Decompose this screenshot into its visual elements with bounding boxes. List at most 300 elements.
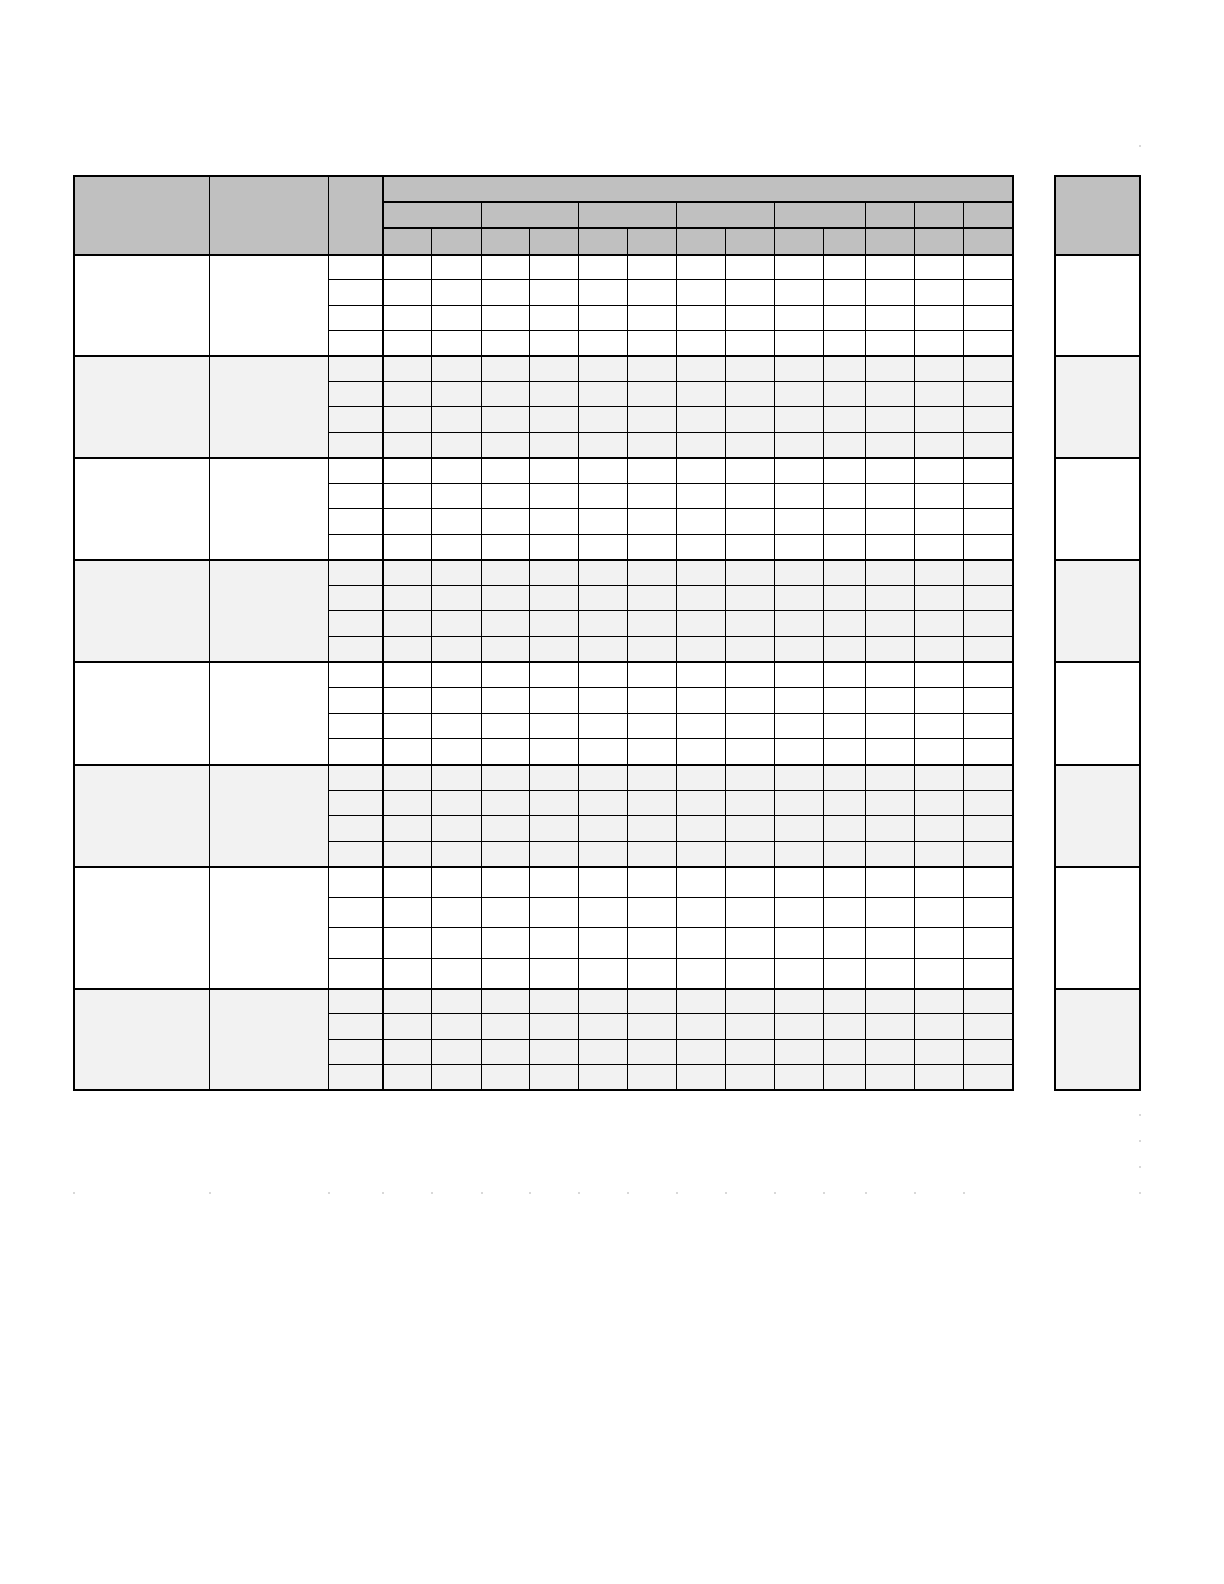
grid-cell[interactable] — [382, 927, 431, 958]
grid-cell[interactable] — [725, 1039, 774, 1064]
grid-cell[interactable] — [823, 534, 865, 559]
grid-cell[interactable] — [627, 254, 676, 279]
grid-cell[interactable] — [529, 559, 578, 585]
grid-cell[interactable] — [578, 406, 627, 432]
grid-cell[interactable] — [578, 764, 627, 790]
grid-cell[interactable] — [627, 534, 676, 559]
grid-cell[interactable] — [774, 534, 823, 559]
grid-cell[interactable] — [382, 534, 431, 559]
grid-cell[interactable] — [823, 790, 865, 815]
grid-cell[interactable] — [328, 815, 382, 841]
grid-cell[interactable] — [914, 764, 963, 790]
grid-cell[interactable] — [865, 738, 914, 764]
grid-cell[interactable] — [725, 927, 774, 958]
grid-cell[interactable] — [529, 355, 578, 381]
grid-cell[interactable] — [676, 610, 725, 636]
grid-cell[interactable] — [676, 897, 725, 927]
grid-cell[interactable] — [578, 457, 627, 483]
grid-cell[interactable] — [865, 841, 914, 866]
grid-cell[interactable] — [529, 815, 578, 841]
grid-cell[interactable] — [431, 432, 481, 457]
grid-cell[interactable] — [963, 841, 1012, 866]
grid-cell[interactable] — [963, 585, 1012, 610]
block-label-b[interactable] — [209, 764, 328, 866]
grid-cell[interactable] — [627, 330, 676, 355]
grid-cell[interactable] — [627, 636, 676, 661]
grid-cell[interactable] — [676, 738, 725, 764]
grid-cell[interactable] — [914, 381, 963, 406]
grid-cell[interactable] — [963, 483, 1012, 508]
grid-cell[interactable] — [774, 585, 823, 610]
grid-cell[interactable] — [823, 254, 865, 279]
grid-cell[interactable] — [774, 713, 823, 738]
grid-cell[interactable] — [382, 432, 431, 457]
grid-cell[interactable] — [578, 815, 627, 841]
grid-cell[interactable] — [865, 432, 914, 457]
grid-cell[interactable] — [578, 927, 627, 958]
grid-cell[interactable] — [328, 381, 382, 406]
grid-cell[interactable] — [676, 713, 725, 738]
grid-cell[interactable] — [627, 585, 676, 610]
grid-cell[interactable] — [578, 841, 627, 866]
grid-cell[interactable] — [865, 636, 914, 661]
grid-cell[interactable] — [578, 483, 627, 508]
grid-cell[interactable] — [725, 661, 774, 687]
grid-cell[interactable] — [627, 1013, 676, 1039]
grid-cell[interactable] — [431, 897, 481, 927]
grid-cell[interactable] — [328, 330, 382, 355]
grid-cell[interactable] — [328, 1039, 382, 1064]
grid-cell[interactable] — [578, 254, 627, 279]
grid-cell[interactable] — [774, 1039, 823, 1064]
grid-cell[interactable] — [865, 508, 914, 534]
grid-cell[interactable] — [914, 790, 963, 815]
grid-cell[interactable] — [774, 483, 823, 508]
grid-cell[interactable] — [529, 406, 578, 432]
grid-cell[interactable] — [676, 355, 725, 381]
grid-cell[interactable] — [914, 508, 963, 534]
grid-cell[interactable] — [774, 610, 823, 636]
grid-cell[interactable] — [914, 897, 963, 927]
grid-cell[interactable] — [774, 897, 823, 927]
grid-cell[interactable] — [431, 406, 481, 432]
grid-cell[interactable] — [627, 738, 676, 764]
grid-cell[interactable] — [529, 330, 578, 355]
grid-cell[interactable] — [914, 254, 963, 279]
grid-cell[interactable] — [914, 841, 963, 866]
grid-cell[interactable] — [865, 866, 914, 897]
grid-cell[interactable] — [431, 866, 481, 897]
grid-cell[interactable] — [865, 610, 914, 636]
grid-cell[interactable] — [627, 305, 676, 330]
grid-cell[interactable] — [382, 279, 431, 305]
grid-cell[interactable] — [823, 279, 865, 305]
grid-cell[interactable] — [725, 610, 774, 636]
grid-cell[interactable] — [865, 457, 914, 483]
grid-cell[interactable] — [774, 636, 823, 661]
grid-cell[interactable] — [823, 738, 865, 764]
grid-cell[interactable] — [774, 866, 823, 897]
grid-cell[interactable] — [676, 687, 725, 713]
grid-cell[interactable] — [627, 687, 676, 713]
grid-cell[interactable] — [481, 457, 529, 483]
grid-cell[interactable] — [627, 764, 676, 790]
grid-cell[interactable] — [774, 687, 823, 713]
grid-cell[interactable] — [774, 790, 823, 815]
grid-cell[interactable] — [382, 897, 431, 927]
grid-cell[interactable] — [725, 406, 774, 432]
grid-cell[interactable] — [431, 1013, 481, 1039]
grid-cell[interactable] — [382, 1064, 431, 1089]
grid-cell[interactable] — [627, 815, 676, 841]
grid-cell[interactable] — [963, 432, 1012, 457]
grid-cell[interactable] — [627, 790, 676, 815]
grid-cell[interactable] — [823, 687, 865, 713]
grid-cell[interactable] — [328, 764, 382, 790]
grid-cell[interactable] — [578, 305, 627, 330]
grid-cell[interactable] — [914, 432, 963, 457]
grid-cell[interactable] — [676, 866, 725, 897]
grid-cell[interactable] — [328, 534, 382, 559]
grid-cell[interactable] — [676, 534, 725, 559]
grid-cell[interactable] — [865, 764, 914, 790]
grid-cell[interactable] — [328, 1013, 382, 1039]
grid-cell[interactable] — [676, 457, 725, 483]
grid-cell[interactable] — [865, 330, 914, 355]
grid-cell[interactable] — [481, 1039, 529, 1064]
grid-cell[interactable] — [529, 764, 578, 790]
grid-cell[interactable] — [676, 585, 725, 610]
grid-cell[interactable] — [676, 764, 725, 790]
grid-cell[interactable] — [382, 636, 431, 661]
grid-cell[interactable] — [963, 738, 1012, 764]
grid-cell[interactable] — [382, 330, 431, 355]
grid-cell[interactable] — [431, 988, 481, 1013]
grid-cell[interactable] — [578, 636, 627, 661]
grid-cell[interactable] — [963, 406, 1012, 432]
grid-cell[interactable] — [431, 815, 481, 841]
block-label-b[interactable] — [209, 866, 328, 988]
grid-cell[interactable] — [529, 432, 578, 457]
grid-cell[interactable] — [725, 687, 774, 713]
side-total-cell[interactable] — [1054, 355, 1139, 457]
grid-cell[interactable] — [823, 559, 865, 585]
grid-cell[interactable] — [823, 636, 865, 661]
grid-cell[interactable] — [328, 738, 382, 764]
grid-cell[interactable] — [328, 406, 382, 432]
grid-cell[interactable] — [627, 1064, 676, 1089]
grid-cell[interactable] — [431, 661, 481, 687]
grid-cell[interactable] — [328, 988, 382, 1013]
grid-cell[interactable] — [823, 866, 865, 897]
grid-cell[interactable] — [481, 534, 529, 559]
block-label-b[interactable] — [209, 457, 328, 559]
grid-cell[interactable] — [725, 305, 774, 330]
block-label-a[interactable] — [73, 661, 209, 764]
grid-cell[interactable] — [382, 866, 431, 897]
grid-cell[interactable] — [481, 381, 529, 406]
grid-cell[interactable] — [774, 355, 823, 381]
grid-cell[interactable] — [676, 927, 725, 958]
grid-cell[interactable] — [963, 713, 1012, 738]
grid-cell[interactable] — [963, 636, 1012, 661]
grid-cell[interactable] — [431, 790, 481, 815]
grid-cell[interactable] — [963, 1013, 1012, 1039]
grid-cell[interactable] — [725, 790, 774, 815]
grid-cell[interactable] — [774, 1064, 823, 1089]
grid-cell[interactable] — [865, 381, 914, 406]
side-total-cell[interactable] — [1054, 559, 1139, 661]
grid-cell[interactable] — [627, 897, 676, 927]
grid-cell[interactable] — [676, 305, 725, 330]
grid-cell[interactable] — [328, 1064, 382, 1089]
grid-cell[interactable] — [823, 1039, 865, 1064]
grid-cell[interactable] — [578, 1039, 627, 1064]
grid-cell[interactable] — [481, 406, 529, 432]
grid-cell[interactable] — [774, 457, 823, 483]
grid-cell[interactable] — [823, 988, 865, 1013]
grid-cell[interactable] — [914, 330, 963, 355]
grid-cell[interactable] — [865, 585, 914, 610]
grid-cell[interactable] — [431, 355, 481, 381]
grid-cell[interactable] — [481, 661, 529, 687]
grid-cell[interactable] — [627, 610, 676, 636]
grid-cell[interactable] — [578, 279, 627, 305]
grid-cell[interactable] — [963, 897, 1012, 927]
grid-cell[interactable] — [676, 1013, 725, 1039]
grid-cell[interactable] — [382, 790, 431, 815]
grid-cell[interactable] — [627, 661, 676, 687]
block-label-a[interactable] — [73, 559, 209, 661]
grid-cell[interactable] — [382, 406, 431, 432]
grid-cell[interactable] — [914, 279, 963, 305]
grid-cell[interactable] — [431, 610, 481, 636]
grid-cell[interactable] — [914, 1064, 963, 1089]
grid-cell[interactable] — [627, 508, 676, 534]
grid-cell[interactable] — [431, 1039, 481, 1064]
grid-cell[interactable] — [529, 585, 578, 610]
grid-cell[interactable] — [431, 841, 481, 866]
grid-cell[interactable] — [823, 1013, 865, 1039]
grid-cell[interactable] — [774, 927, 823, 958]
grid-cell[interactable] — [431, 958, 481, 988]
grid-cell[interactable] — [431, 483, 481, 508]
grid-cell[interactable] — [865, 687, 914, 713]
grid-cell[interactable] — [481, 687, 529, 713]
grid-cell[interactable] — [529, 866, 578, 897]
grid-cell[interactable] — [823, 483, 865, 508]
grid-cell[interactable] — [481, 841, 529, 866]
grid-cell[interactable] — [328, 610, 382, 636]
grid-cell[interactable] — [774, 738, 823, 764]
grid-cell[interactable] — [914, 958, 963, 988]
grid-cell[interactable] — [529, 254, 578, 279]
grid-cell[interactable] — [529, 661, 578, 687]
grid-cell[interactable] — [823, 432, 865, 457]
grid-cell[interactable] — [627, 866, 676, 897]
grid-cell[interactable] — [963, 790, 1012, 815]
grid-cell[interactable] — [865, 305, 914, 330]
grid-cell[interactable] — [481, 713, 529, 738]
grid-cell[interactable] — [529, 738, 578, 764]
grid-cell[interactable] — [481, 279, 529, 305]
grid-cell[interactable] — [431, 738, 481, 764]
grid-cell[interactable] — [676, 1039, 725, 1064]
grid-cell[interactable] — [963, 330, 1012, 355]
grid-cell[interactable] — [481, 483, 529, 508]
grid-cell[interactable] — [676, 636, 725, 661]
grid-cell[interactable] — [481, 254, 529, 279]
grid-cell[interactable] — [481, 610, 529, 636]
grid-cell[interactable] — [431, 305, 481, 330]
grid-cell[interactable] — [914, 1039, 963, 1064]
grid-cell[interactable] — [963, 815, 1012, 841]
grid-cell[interactable] — [431, 559, 481, 585]
grid-cell[interactable] — [774, 988, 823, 1013]
grid-cell[interactable] — [774, 661, 823, 687]
grid-cell[interactable] — [865, 1013, 914, 1039]
grid-cell[interactable] — [676, 330, 725, 355]
grid-cell[interactable] — [627, 559, 676, 585]
grid-cell[interactable] — [823, 610, 865, 636]
block-label-b[interactable] — [209, 355, 328, 457]
grid-cell[interactable] — [676, 279, 725, 305]
grid-cell[interactable] — [823, 815, 865, 841]
grid-cell[interactable] — [865, 927, 914, 958]
grid-cell[interactable] — [431, 585, 481, 610]
grid-cell[interactable] — [914, 305, 963, 330]
side-total-cell[interactable] — [1054, 457, 1139, 559]
grid-cell[interactable] — [823, 585, 865, 610]
grid-cell[interactable] — [725, 764, 774, 790]
grid-cell[interactable] — [914, 988, 963, 1013]
block-label-a[interactable] — [73, 355, 209, 457]
grid-cell[interactable] — [914, 534, 963, 559]
side-total-cell[interactable] — [1054, 866, 1139, 988]
grid-cell[interactable] — [676, 1064, 725, 1089]
grid-cell[interactable] — [914, 738, 963, 764]
grid-cell[interactable] — [382, 585, 431, 610]
grid-cell[interactable] — [529, 687, 578, 713]
grid-cell[interactable] — [627, 381, 676, 406]
grid-cell[interactable] — [431, 381, 481, 406]
grid-cell[interactable] — [627, 406, 676, 432]
grid-cell[interactable] — [481, 355, 529, 381]
grid-cell[interactable] — [865, 1064, 914, 1089]
block-label-a[interactable] — [73, 254, 209, 355]
grid-cell[interactable] — [431, 330, 481, 355]
grid-cell[interactable] — [431, 764, 481, 790]
grid-cell[interactable] — [963, 534, 1012, 559]
grid-cell[interactable] — [578, 687, 627, 713]
grid-cell[interactable] — [481, 815, 529, 841]
grid-cell[interactable] — [627, 713, 676, 738]
grid-cell[interactable] — [328, 713, 382, 738]
grid-cell[interactable] — [431, 1064, 481, 1089]
grid-cell[interactable] — [725, 559, 774, 585]
grid-cell[interactable] — [328, 432, 382, 457]
grid-cell[interactable] — [865, 279, 914, 305]
grid-cell[interactable] — [529, 610, 578, 636]
side-total-cell[interactable] — [1054, 661, 1139, 764]
grid-cell[interactable] — [481, 958, 529, 988]
grid-cell[interactable] — [963, 764, 1012, 790]
grid-cell[interactable] — [676, 815, 725, 841]
grid-cell[interactable] — [774, 764, 823, 790]
grid-cell[interactable] — [963, 305, 1012, 330]
grid-cell[interactable] — [627, 958, 676, 988]
grid-cell[interactable] — [774, 305, 823, 330]
block-label-a[interactable] — [73, 457, 209, 559]
grid-cell[interactable] — [774, 279, 823, 305]
grid-cell[interactable] — [481, 636, 529, 661]
side-total-cell[interactable] — [1054, 254, 1139, 355]
grid-cell[interactable] — [328, 687, 382, 713]
grid-cell[interactable] — [328, 254, 382, 279]
grid-cell[interactable] — [328, 508, 382, 534]
grid-cell[interactable] — [431, 254, 481, 279]
grid-cell[interactable] — [725, 534, 774, 559]
grid-cell[interactable] — [481, 790, 529, 815]
grid-cell[interactable] — [823, 661, 865, 687]
grid-cell[interactable] — [431, 687, 481, 713]
grid-cell[interactable] — [676, 406, 725, 432]
grid-cell[interactable] — [963, 927, 1012, 958]
grid-cell[interactable] — [963, 355, 1012, 381]
grid-cell[interactable] — [578, 738, 627, 764]
grid-cell[interactable] — [529, 381, 578, 406]
grid-cell[interactable] — [725, 355, 774, 381]
grid-cell[interactable] — [676, 381, 725, 406]
grid-cell[interactable] — [774, 381, 823, 406]
grid-cell[interactable] — [823, 305, 865, 330]
grid-cell[interactable] — [578, 988, 627, 1013]
grid-cell[interactable] — [529, 713, 578, 738]
grid-cell[interactable] — [914, 559, 963, 585]
grid-cell[interactable] — [823, 713, 865, 738]
grid-cell[interactable] — [382, 988, 431, 1013]
grid-cell[interactable] — [774, 406, 823, 432]
grid-cell[interactable] — [725, 483, 774, 508]
grid-cell[interactable] — [627, 841, 676, 866]
grid-cell[interactable] — [963, 958, 1012, 988]
grid-cell[interactable] — [328, 636, 382, 661]
grid-cell[interactable] — [328, 305, 382, 330]
grid-cell[interactable] — [578, 585, 627, 610]
grid-cell[interactable] — [774, 254, 823, 279]
grid-cell[interactable] — [865, 254, 914, 279]
grid-cell[interactable] — [529, 279, 578, 305]
grid-cell[interactable] — [529, 988, 578, 1013]
grid-cell[interactable] — [725, 432, 774, 457]
grid-cell[interactable] — [774, 432, 823, 457]
grid-cell[interactable] — [578, 610, 627, 636]
grid-cell[interactable] — [963, 988, 1012, 1013]
block-label-b[interactable] — [209, 254, 328, 355]
grid-cell[interactable] — [431, 279, 481, 305]
grid-cell[interactable] — [328, 585, 382, 610]
grid-cell[interactable] — [578, 958, 627, 988]
grid-cell[interactable] — [578, 381, 627, 406]
grid-cell[interactable] — [823, 457, 865, 483]
grid-cell[interactable] — [914, 1013, 963, 1039]
grid-cell[interactable] — [578, 534, 627, 559]
grid-cell[interactable] — [578, 897, 627, 927]
grid-cell[interactable] — [676, 432, 725, 457]
grid-cell[interactable] — [328, 483, 382, 508]
grid-cell[interactable] — [823, 841, 865, 866]
grid-cell[interactable] — [914, 866, 963, 897]
